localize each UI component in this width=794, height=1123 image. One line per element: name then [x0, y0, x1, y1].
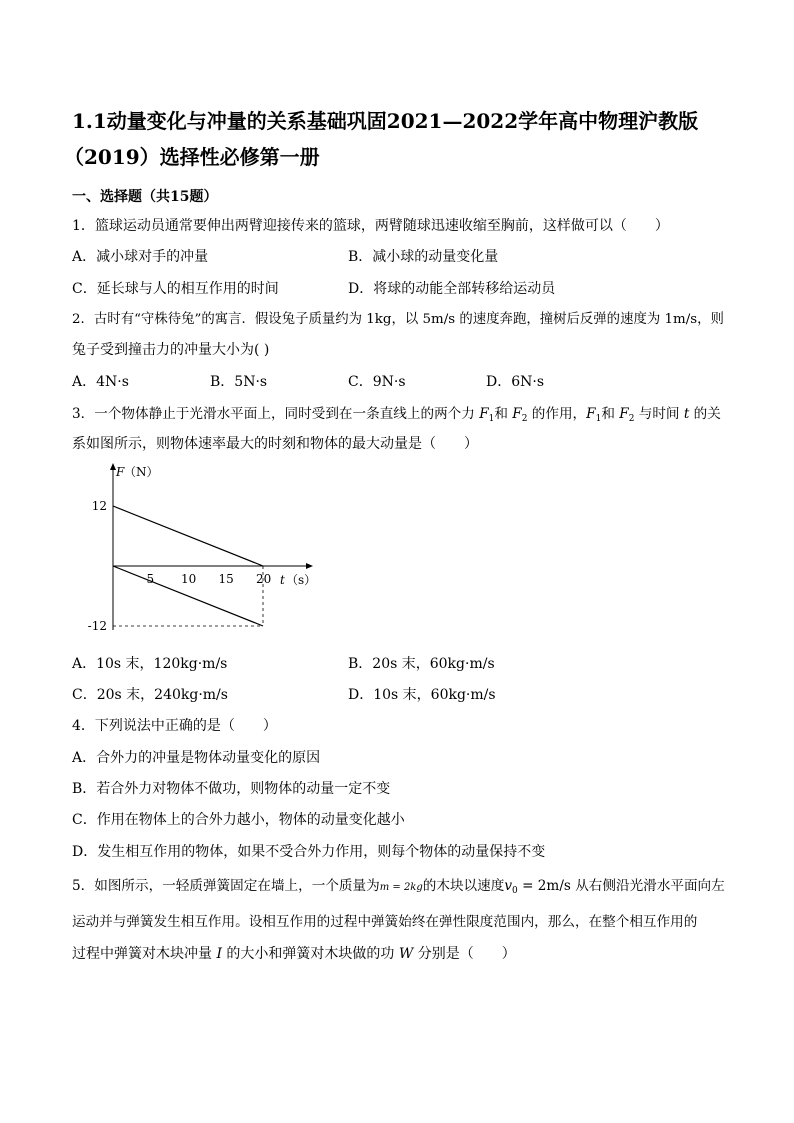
q5-sub-0: 0 [512, 886, 518, 896]
question-5-stem-line-3 [72, 944, 516, 964]
question-4-stem: 4．下列说法中正确的是（ ） [72, 718, 277, 734]
question-1-stem: 1．篮球运动员通常要伸出两臂迎接传来的篮球，两臂随球迅速收缩至胸前，这样做可以（ ） [72, 218, 669, 234]
section-heading: 一、选择题（共15题） [72, 189, 218, 205]
q3-text-1: 3．一个物体静止于光滑水平面上，同时受到在一条直线上的两个力 [72, 406, 480, 422]
q5-text-l3b: 的大小和弹簧对木块做的功 [221, 946, 399, 962]
y-axis-label-var: F [116, 465, 125, 479]
q4-option-c: C．作用在物体上的合外力越小，物体的动量变化越小 [72, 812, 405, 828]
q3-sub-1: 1 [488, 414, 495, 424]
q3-option-b: B．20s 末，60kg·m/s [348, 656, 495, 672]
q3-option-c: C．20s 末，240kg·m/s [72, 687, 228, 703]
q3-text-4: 的关 [689, 406, 721, 422]
q5-var-I: I [216, 946, 222, 962]
q4-option-d: D．发生相互作用的物体，如果不受合外力作用，则每个物体的动量保持不变 [72, 844, 546, 860]
question-2-stem-line-2: 兔子受到撞击力的冲量大小为( ) [72, 342, 270, 358]
q5-text-1: 5．如图所示，一轻质弹簧固定在墙上，一个质量为 [72, 878, 380, 894]
q1-option-d: D．将球的动能全部转移给运动员 [348, 281, 556, 297]
x-tick-label-5: 5 [146, 572, 155, 586]
q3-text-and2: 和 [601, 406, 620, 422]
q5-mass: m = 2kg [379, 882, 423, 893]
x-tick-label-15: 15 [218, 572, 234, 586]
q4-option-a: A．合外力的冲量是物体动量变化的原因 [72, 750, 321, 766]
title-line-1: 1.1动量变化与冲量的关系基础巩固2021—2022学年高中物理沪教版 [72, 109, 699, 133]
question-5-stem-line-1 [72, 876, 725, 898]
q2-option-d: D．6N·s [486, 374, 545, 390]
q3-sub-2b: 2 [628, 414, 635, 424]
q1-option-c: C．延长球与人的相互作用的时间 [72, 281, 279, 297]
q3-var-F1b: F [586, 406, 596, 422]
q3-var-F2b: F [619, 406, 629, 422]
q3-var-F2: F [512, 406, 522, 422]
q3-text-and: 和 [494, 406, 513, 422]
q1-option-a: A．减小球对手的冲量 [72, 249, 209, 265]
y-axis-label-unit: （N） [124, 465, 159, 479]
question-3-stem-line-2: 系如图所示，则物体速率最大的时刻和物体的最大动量是（ ） [72, 436, 478, 452]
q3-option-a: A．10s 末，120kg·m/s [72, 656, 228, 672]
x-tick-label-10: 10 [181, 572, 197, 586]
question-3-stem-line-1 [72, 404, 721, 424]
q3-text-2: 的作用， [527, 406, 587, 422]
y-tick-label--12: -12 [87, 619, 107, 633]
q3-var-t: t [683, 406, 690, 422]
q5-text-2: 的木块以速度 [422, 878, 505, 894]
document-title [64, 103, 732, 175]
q5-text-l3a: 过程中弹簧对木块冲量 [72, 946, 217, 962]
x-axis-label-var: t [280, 573, 285, 587]
q2-option-b: B．5N·s [210, 374, 268, 390]
q2-option-c: C．9N·s [348, 374, 406, 390]
q5-text-l3c: 分别是（ ） [413, 946, 516, 962]
q5-text-3: 从右侧沿光滑水平面向左 [570, 878, 725, 894]
x-tick-label-20: 20 [256, 572, 272, 586]
q3-sub-1b: 1 [595, 414, 602, 424]
q5-var-W: W [398, 946, 414, 962]
force-time-chart [80, 460, 320, 640]
q3-sub-2: 2 [521, 414, 528, 424]
y-tick-label-12: 12 [91, 499, 107, 513]
q2-option-a: A．4N·s [72, 374, 129, 390]
q4-option-b: B．若合外力对物体不做功，则物体的动量一定不变 [72, 781, 391, 797]
q1-option-b: B．减小球的动量变化量 [348, 249, 499, 265]
q5-velocity: = 2m/s [517, 878, 571, 894]
question-5-stem-line-2: 运动并与弹簧发生相互作用。设相互作用的过程中弹簧始终在弹性限度范围内，那么，在整个相互作用的 [72, 914, 698, 930]
x-axis-label-unit: （s） [286, 573, 317, 587]
q5-var-v: v [504, 878, 513, 894]
title-line-2: （2019）选择性必修第一册 [64, 145, 320, 169]
series-line-F1 [113, 506, 263, 566]
q3-option-d: D．10s 末，60kg·m/s [348, 687, 496, 703]
q3-var-F1: F [479, 406, 489, 422]
q3-text-3: 与时间 [634, 406, 684, 422]
question-2-stem-line-1: 2．古时有“守株待兔”的寓言．假设兔子质量约为 1kg，以 5m/s 的速度奔跑，撞树后反弹的速度为 1m/s，则 [72, 312, 724, 327]
